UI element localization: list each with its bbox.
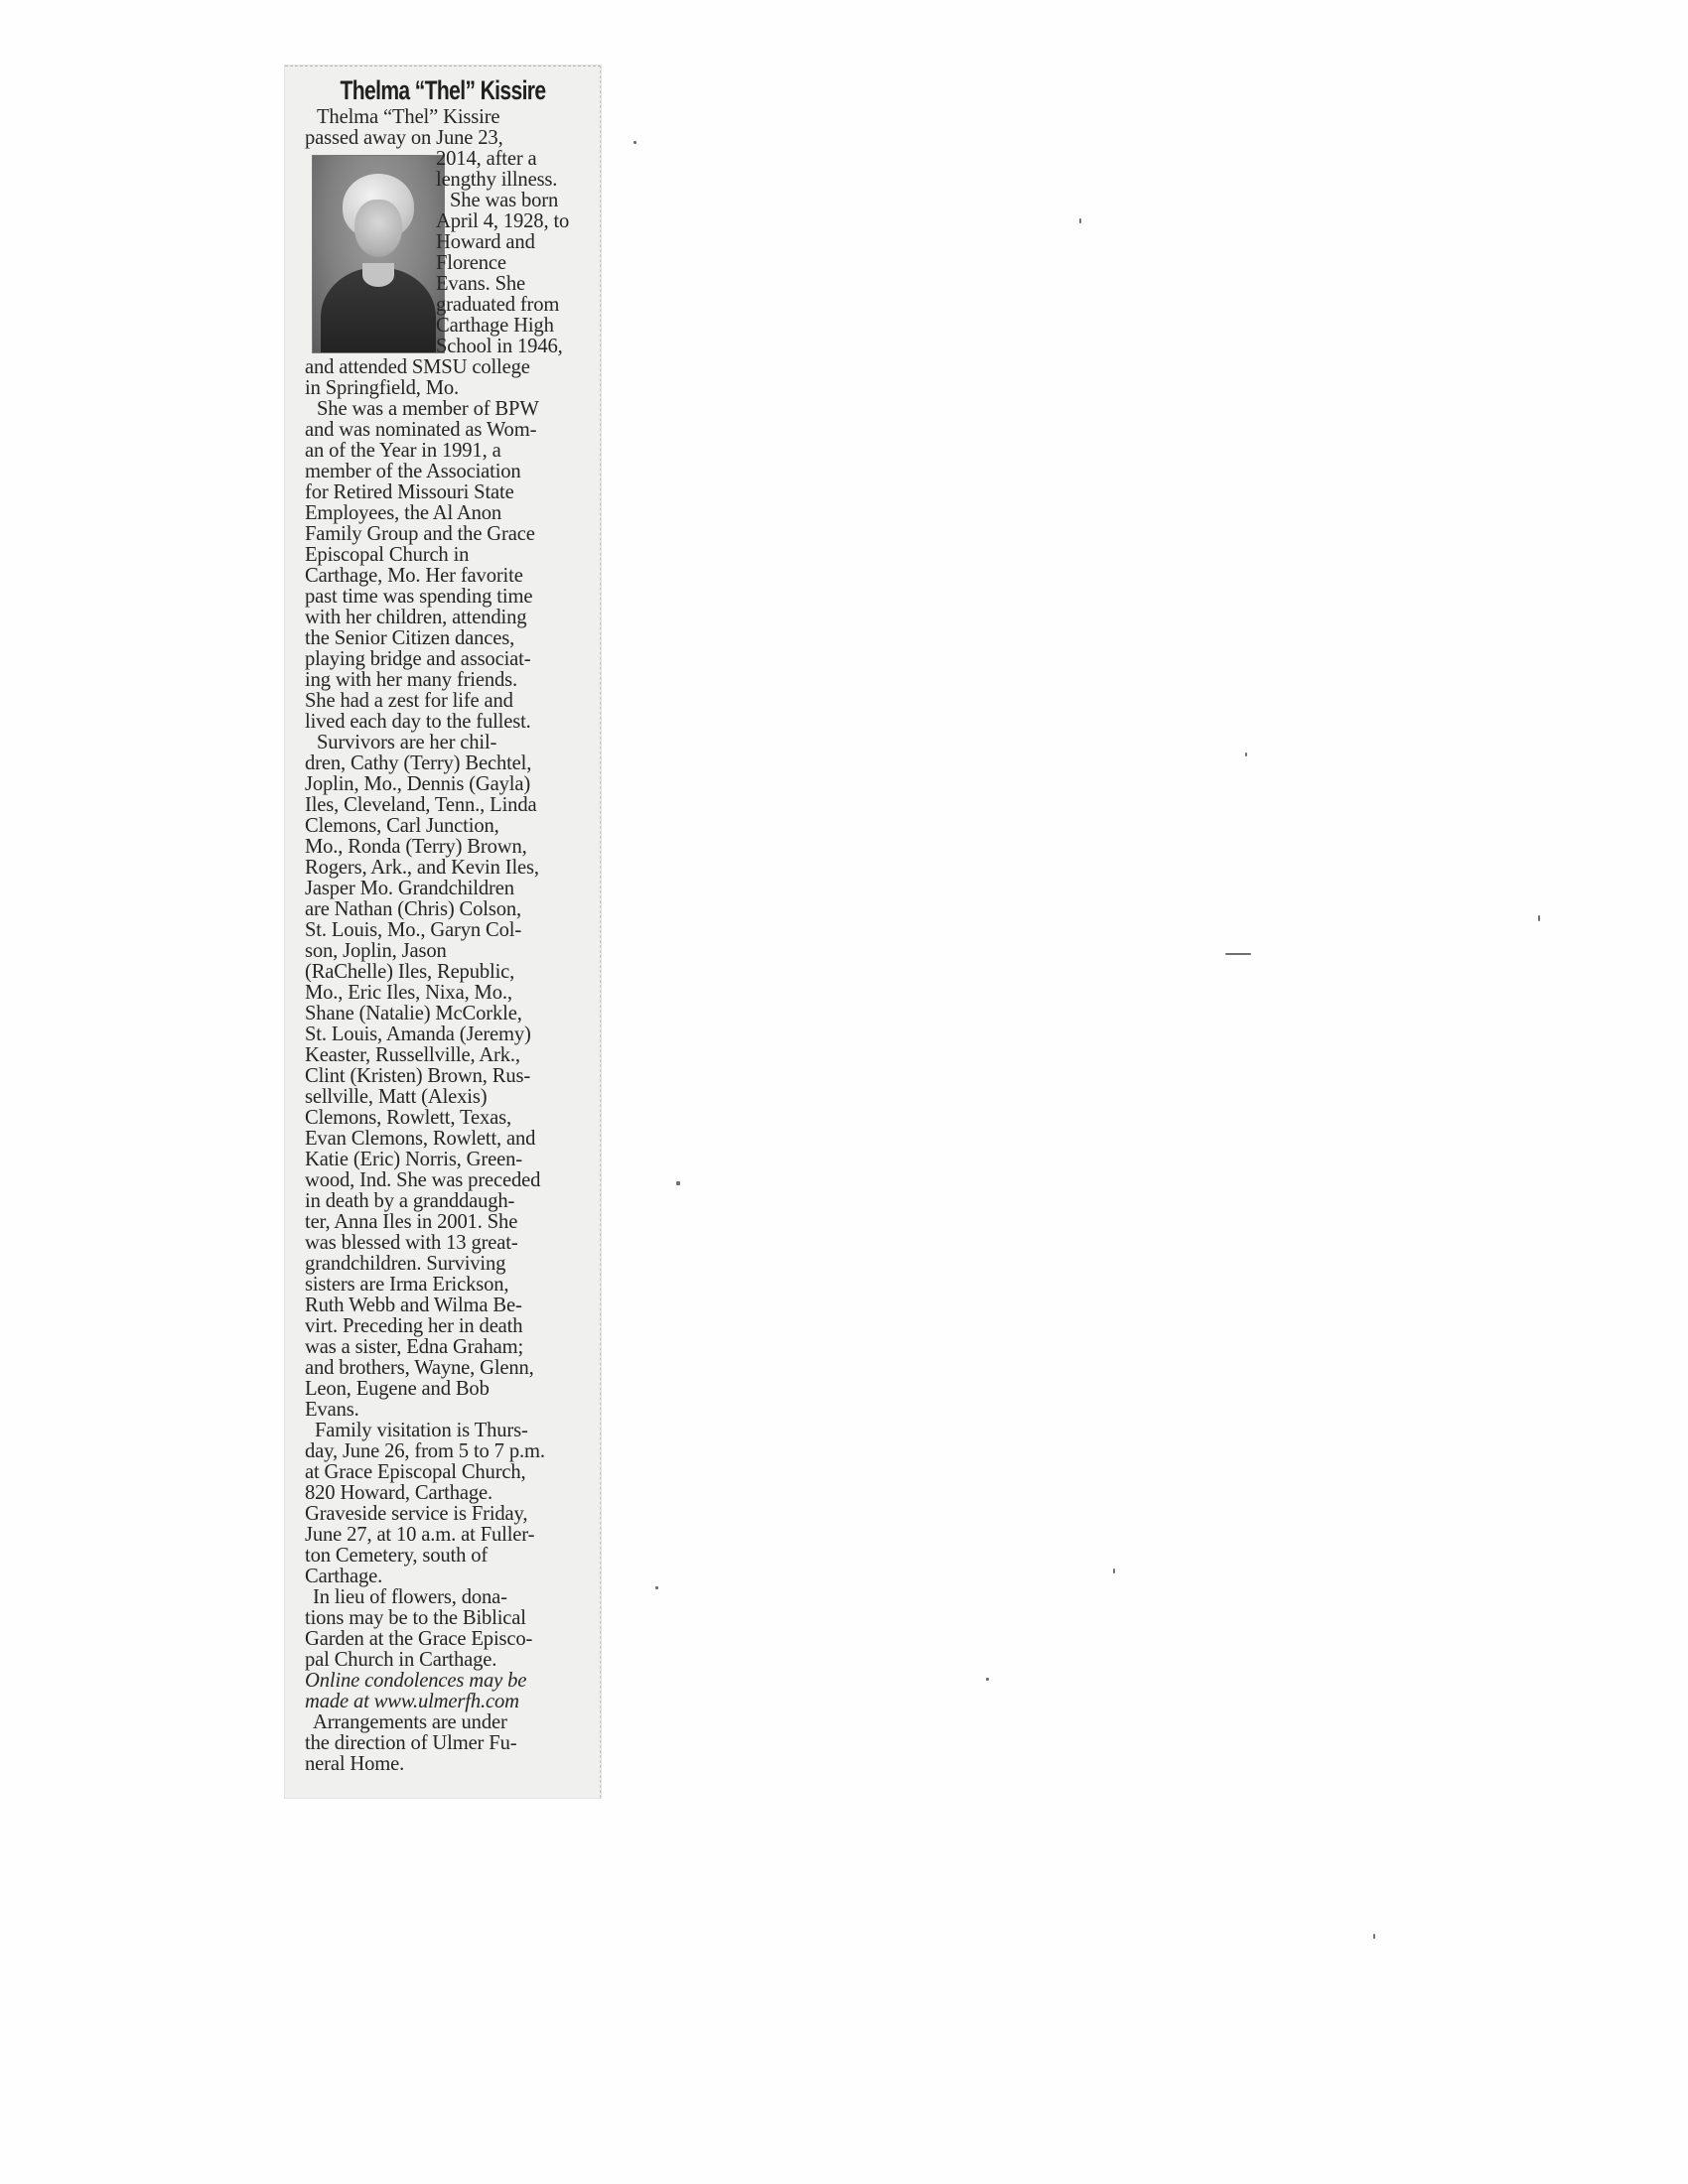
obituary-line: Evan Clemons, Rowlett, and: [305, 1128, 536, 1150]
obituary-line: sellville, Matt (Alexis): [305, 1086, 488, 1108]
obituary-line: the direction of Ulmer Fu-: [305, 1732, 517, 1754]
obituary-clipping: [285, 66, 601, 1798]
obituary-line: June 27, at 10 a.m. at Fuller-: [305, 1524, 535, 1546]
obituary-line: April 4, 1928, to: [436, 210, 570, 232]
obituary-line: Keaster, Russellville, Ark.,: [305, 1044, 520, 1066]
obituary-line: neral Home.: [305, 1753, 405, 1775]
scan-speck: [633, 141, 636, 144]
obituary-line: (RaChelle) Iles, Republic,: [305, 961, 515, 983]
obituary-line: Ruth Webb and Wilma Be-: [305, 1295, 522, 1316]
obituary-line: Graveside service is Friday,: [305, 1503, 528, 1525]
obituary-line: ter, Anna Iles in 2001. She: [305, 1211, 518, 1233]
obituary-line: son, Joplin, Jason: [305, 940, 447, 962]
obituary-line: in Springfield, Mo.: [305, 377, 460, 399]
obituary-line: passed away on June 23,: [305, 127, 503, 149]
obituary-line: Garden at the Grace Episco-: [305, 1628, 533, 1650]
scan-speck: [1245, 752, 1247, 756]
obituary-line: Iles, Cleveland, Tenn., Linda: [305, 794, 537, 816]
obituary-line: Clemons, Rowlett, Texas,: [305, 1107, 511, 1129]
obituary-line: Evans. She: [436, 273, 526, 295]
obituary-line: Evans.: [305, 1399, 359, 1421]
obituary-line: with her children, attending: [305, 607, 527, 628]
obituary-line: Mo., Ronda (Terry) Brown,: [305, 836, 527, 858]
obituary-line: Howard and: [436, 231, 535, 253]
obituary-line: for Retired Missouri State: [305, 481, 514, 503]
obituary-line: 2014, after a: [436, 148, 537, 170]
obituary-line: wood, Ind. She was preceded: [305, 1169, 541, 1191]
obituary-line: Carthage High: [436, 315, 554, 337]
obituary-line: was blessed with 13 great-: [305, 1232, 518, 1254]
obituary-line: Survivors are her chil-: [317, 732, 497, 753]
obituary-line: made at www.ulmerfh.com: [305, 1691, 519, 1712]
obituary-line: and attended SMSU college: [305, 356, 530, 378]
obituary-line: Mo., Eric Iles, Nixa, Mo.,: [305, 982, 512, 1004]
obituary-line: grandchildren. Surviving: [305, 1253, 506, 1275]
obituary-line: member of the Association: [305, 461, 521, 482]
obituary-line: Arrangements are under: [313, 1711, 507, 1733]
obituary-headline: Thelma “Thel” Kissire: [340, 75, 546, 105]
obituary-body: [305, 107, 599, 1775]
obituary-line: In lieu of flowers, dona-: [313, 1586, 507, 1608]
obituary-line: at Grace Episcopal Church,: [305, 1461, 526, 1483]
obituary-line: Family visitation is Thurs-: [315, 1420, 528, 1441]
obituary-line: playing bridge and associat-: [305, 648, 531, 670]
obituary-line: Joplin, Mo., Dennis (Gayla): [305, 773, 531, 795]
obituary-line: in death by a granddaugh-: [305, 1190, 515, 1212]
obituary-line: lived each day to the fullest.: [305, 711, 531, 733]
obituary-line: She had a zest for life and: [305, 690, 513, 712]
scan-speck: [655, 1586, 658, 1589]
obituary-line: Leon, Eugene and Bob: [305, 1378, 490, 1400]
obituary-line: graduated from: [436, 294, 560, 316]
obituary-line: and brothers, Wayne, Glenn,: [305, 1357, 534, 1379]
obituary-line: past time was spending time: [305, 586, 533, 608]
scan-speck: [676, 1181, 680, 1185]
scan-speck: [986, 1678, 989, 1681]
obituary-line: School in 1946,: [436, 336, 563, 357]
obituary-line: Online condolences may be: [305, 1670, 527, 1692]
obituary-line: Rogers, Ark., and Kevin Iles,: [305, 857, 539, 879]
obituary-line: virt. Preceding her in death: [305, 1315, 523, 1337]
obituary-line: Katie (Eric) Norris, Green-: [305, 1149, 522, 1170]
obituary-line: ton Cemetery, south of: [305, 1545, 489, 1567]
obituary-line: Florence: [436, 252, 506, 274]
obituary-line: Employees, the Al Anon: [305, 502, 502, 524]
obituary-line: Clemons, Carl Junction,: [305, 815, 499, 837]
obituary-line: St. Louis, Amanda (Jeremy): [305, 1024, 531, 1045]
scan-speck: [1079, 218, 1081, 223]
obituary-line: Carthage.: [305, 1566, 383, 1587]
obituary-line: sisters are Irma Erickson,: [305, 1274, 509, 1296]
clipping-top-edge: [285, 66, 601, 69]
obituary-line: Family Group and the Grace: [305, 523, 535, 545]
obituary-line: day, June 26, from 5 to 7 p.m.: [305, 1440, 545, 1462]
obituary-line: was a sister, Edna Graham;: [305, 1336, 524, 1358]
obituary-line: and was nominated as Wom-: [305, 419, 537, 441]
obituary-line: an of the Year in 1991, a: [305, 440, 501, 462]
obituary-line: She was born: [450, 190, 559, 211]
obituary-line: 820 Howard, Carthage.: [305, 1482, 493, 1504]
scan-speck: [1113, 1569, 1115, 1573]
obituary-line: Carthage, Mo. Her favorite: [305, 565, 523, 587]
obituary-line: ing with her many friends.: [305, 669, 518, 691]
scan-speck: [1373, 1934, 1375, 1939]
obituary-line: tions may be to the Biblical: [305, 1607, 526, 1629]
obituary-line: Clint (Kristen) Brown, Rus-: [305, 1065, 531, 1087]
obituary-line: dren, Cathy (Terry) Bechtel,: [305, 752, 532, 774]
obituary-line: Episcopal Church in: [305, 544, 470, 566]
obituary-line: St. Louis, Mo., Garyn Col-: [305, 919, 522, 941]
obituary-line: Shane (Natalie) McCorkle,: [305, 1003, 522, 1024]
obituary-line: are Nathan (Chris) Colson,: [305, 898, 522, 920]
obituary-line: Thelma “Thel” Kissire: [317, 106, 500, 128]
obituary-line: lengthy illness.: [436, 169, 558, 191]
scan-speck: [1538, 915, 1540, 921]
obituary-line: Jasper Mo. Grandchildren: [305, 878, 514, 899]
scan-speck: [1225, 953, 1251, 955]
obituary-line: She was a member of BPW: [317, 398, 539, 420]
obituary-line: the Senior Citizen dances,: [305, 627, 515, 649]
obituary-line: pal Church in Carthage.: [305, 1649, 497, 1671]
